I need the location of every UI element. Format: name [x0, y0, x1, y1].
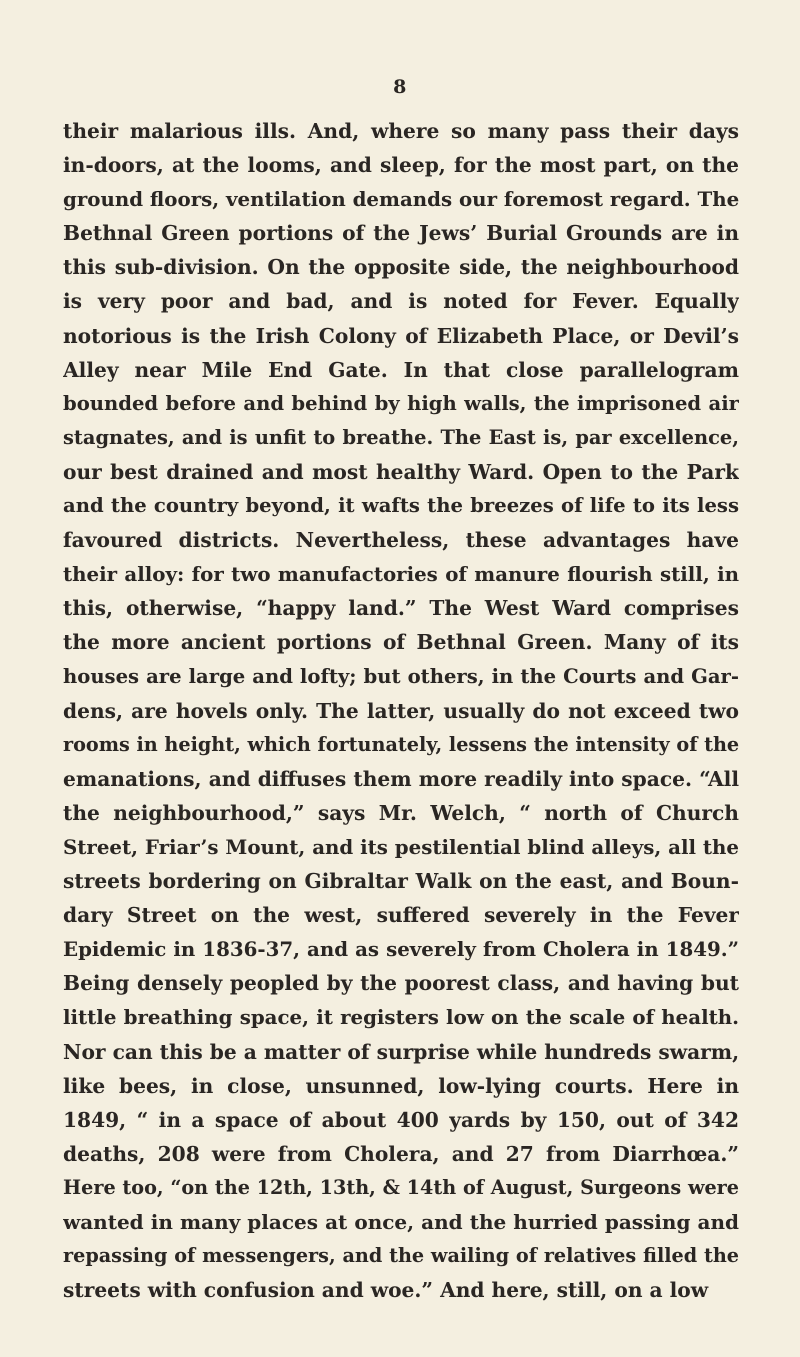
text-line: notorious is the Irish Colony of Elizabeth Place, or Devil’s: [63, 323, 739, 348]
text-line: the neighbourhood,” says Mr. Welch, “ north of Church: [63, 800, 739, 825]
text-line: Alley near Mile End Gate. In that close parallelogram: [63, 357, 739, 382]
text-line: streets with confusion and woe.” And here, still, on a low: [63, 1278, 709, 1303]
text-line: the more ancient portions of Bethnal Green. Many of its: [63, 630, 739, 655]
text-line: dens, are hovels only. The latter, usually do not exceed two: [63, 698, 739, 723]
text-line: Bethnal Green portions of the Jews’ Burial Grounds are in: [63, 221, 739, 246]
text-line: streets bordering on Gibraltar Walk on the east, and Boun-: [63, 869, 739, 894]
text-line: their malarious ills. And, where so many pass their days: [63, 119, 739, 143]
text-line: repassing of messengers, and the wailing of relatives filled the: [63, 1244, 739, 1268]
text-line: Epidemic in 1836-37, and as severely from Cholera in 1849.”: [63, 937, 739, 962]
text-line: our best drained and most healthy Ward. Open to the Park: [63, 459, 739, 484]
text-line: houses are large and lofty; but others, in the Courts and Gar-: [63, 664, 739, 688]
text-line: like bees, in close, unsunned, low-lying courts. Here in: [63, 1073, 739, 1098]
text-line: Here too, “on the 12th, 13th, & 14th of August, Surgeons were: [63, 1175, 739, 1199]
text-line: and the country beyond, it wafts the breezes of life to its less: [63, 494, 739, 518]
text-line: rooms in height, which fortunately, lessens the intensity of the: [63, 732, 739, 756]
text-line: is very poor and bad, and is noted for Fever. Equally: [63, 289, 739, 314]
text-line: bounded before and behind by high walls, the imprisoned air: [63, 391, 739, 415]
text-line: Street, Friar’s Mount, and its pestilential blind alleys, all the: [63, 834, 739, 859]
body-text: [63, 114, 739, 1307]
text-line: Nor can this be a matter of surprise while hundreds swarm,: [63, 1039, 739, 1064]
text-line: in-doors, at the looms, and sleep, for the most part, on the: [63, 153, 739, 178]
page-number: 8: [393, 76, 407, 98]
text-line: wanted in many places at once, and the hurried passing and: [63, 1210, 739, 1234]
text-line: emanations, and diffuses them more readily into space. “All: [63, 766, 739, 791]
text-line: little breathing space, it registers low on the scale of health.: [63, 1005, 739, 1030]
text-line: Being densely peopled by the poorest class, and having but: [63, 971, 739, 996]
text-line: deaths, 208 were from Cholera, and 27 from Diarrhœa.”: [63, 1141, 739, 1166]
text-line: this sub-division. On the opposite side, the neighbourhood: [63, 255, 739, 280]
text-line: this, otherwise, “happy land.” The West Ward comprises: [63, 596, 739, 621]
text-line: ground floors, ventilation demands our foremost regard. The: [63, 187, 739, 212]
text-line: stagnates, and is unfit to breathe. The East is, par excellence,: [63, 425, 739, 449]
text-line: 1849, “ in a space of about 400 yards by 150, out of 342: [63, 1107, 739, 1132]
text-line: dary Street on the west, suffered severely in the Fever: [63, 903, 739, 928]
text-line: their alloy: for two manufactories of manure flourish still, in: [63, 562, 739, 587]
text-line: favoured districts. Nevertheless, these advantages have: [63, 528, 739, 553]
